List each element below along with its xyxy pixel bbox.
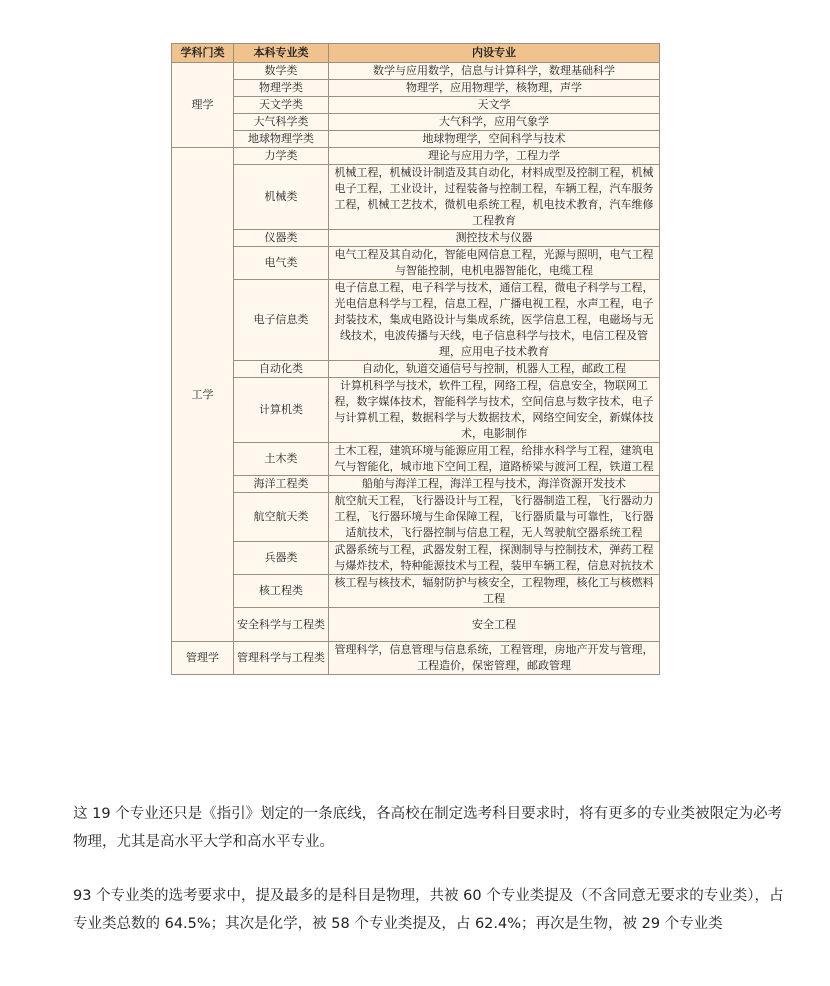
majors-cell: 武器系统与工程，武器发射工程，探测制导与控制技术，弹药工程与爆炸技术，特种能源技术与工程，装甲车辆工程，信息对抗技术 (329, 542, 660, 575)
table-row (172, 114, 660, 131)
table-row (172, 280, 660, 361)
subclass-cell: 土木类 (234, 443, 329, 476)
table-row (172, 542, 660, 575)
majors-cell: 电子信息工程，电子科学与技术，通信工程，微电子科学与工程，光电信息科学与工程，信息工程，广播电视工程，水声工程，电子封装技术，集成电路设计与集成系统，医学信息工程，电磁场与无线技术，电波传播与天线，电子信息科学与技术，电信工程及管理，应用电子技术教育 (329, 280, 660, 361)
table-row (172, 97, 660, 114)
subclass-cell: 核工程类 (234, 575, 329, 608)
subclass-cell: 自动化类 (234, 361, 329, 378)
table-row (172, 378, 660, 443)
table-row (172, 361, 660, 378)
header-subclass: 本科专业类 (234, 44, 329, 63)
table-header-row (172, 44, 660, 63)
subclass-cell: 天文学类 (234, 97, 329, 114)
subclass-cell: 兵器类 (234, 542, 329, 575)
subclass-cell: 仪器类 (234, 230, 329, 247)
header-category: 学科门类 (172, 44, 234, 63)
category-cell-management: 管理学 (172, 642, 234, 675)
table-row (172, 131, 660, 148)
majors-cell: 机械工程，机械设计制造及其自动化，材料成型及控制工程，机械电子工程，工业设计，过程装备与控制工程，车辆工程，汽车服务工程，机械工艺技术，微机电系统工程，机电技术教育，汽车维修工程教育 (329, 165, 660, 230)
majors-cell: 数学与应用数学，信息与计算科学，数理基础科学 (329, 63, 660, 80)
majors-cell: 测控技术与仪器 (329, 230, 660, 247)
subclass-cell: 电子信息类 (234, 280, 329, 361)
table-row (172, 443, 660, 476)
subclass-cell: 物理学类 (234, 80, 329, 97)
subclass-cell: 安全科学与工程类 (234, 608, 329, 642)
table-row (172, 247, 660, 280)
category-cell-science: 理学 (172, 63, 234, 148)
subclass-cell: 电气类 (234, 247, 329, 280)
subclass-cell: 机械类 (234, 165, 329, 230)
table-row (172, 148, 660, 165)
majors-cell: 船舶与海洋工程，海洋工程与技术，海洋资源开发技术 (329, 476, 660, 493)
subclass-cell: 数学类 (234, 63, 329, 80)
subclass-cell: 航空航天类 (234, 493, 329, 542)
category-cell-engineering: 工学 (172, 148, 234, 642)
table-row (172, 493, 660, 542)
majors-cell: 地球物理学，空间科学与技术 (329, 131, 660, 148)
table-row (172, 608, 660, 642)
subclass-cell: 海洋工程类 (234, 476, 329, 493)
majors-cell: 安全工程 (329, 608, 660, 642)
table-row (172, 642, 660, 675)
majors-cell: 土木工程，建筑环境与能源应用工程，给排水科学与工程，建筑电气与智能化，城市地下空间工程，道路桥梁与渡河工程，铁道工程 (329, 443, 660, 476)
subclass-cell: 力学类 (234, 148, 329, 165)
table-row (172, 165, 660, 230)
subclass-cell: 管理科学与工程类 (234, 642, 329, 675)
subject-requirements-table (171, 43, 660, 675)
body-paragraph-2: 93 个专业类的选考要求中，提及最多的是科目是物理，共被 60 个专业类提及（不含同意无要求的专业类），占专业类总数的 64.5%；其次是化学，被 58 个专业类提及，占 62.4%；再次是生物，被 29 个专业类 (73, 888, 784, 932)
majors-cell: 物理学，应用物理学，核物理，声学 (329, 80, 660, 97)
majors-cell: 航空航天工程，飞行器设计与工程，飞行器制造工程，飞行器动力工程，飞行器环境与生命保障工程，飞行器质量与可靠性，飞行器适航技术，飞行器控制与信息工程，无人驾驶航空器系统工程 (329, 493, 660, 542)
majors-cell: 自动化，轨道交通信号与控制，机器人工程，邮政工程 (329, 361, 660, 378)
subclass-cell: 地球物理学类 (234, 131, 329, 148)
subclass-cell: 大气科学类 (234, 114, 329, 131)
majors-cell: 大气科学，应用气象学 (329, 114, 660, 131)
majors-cell: 计算机科学与技术，软件工程，网络工程，信息安全，物联网工程，数字媒体技术，智能科学与技术，空间信息与数字技术，电子与计算机工程，数据科学与大数据技术，网络空间安全，新媒体技术，电影制作 (329, 378, 660, 443)
majors-cell: 核工程与核技术，辐射防护与核安全，工程物理，核化工与核燃料工程 (329, 575, 660, 608)
majors-cell: 电气工程及其自动化，智能电网信息工程，光源与照明，电气工程与智能控制，电机电器智能化，电缆工程 (329, 247, 660, 280)
body-paragraph-1: 这 19 个专业还只是《指引》划定的一条底线，各高校在制定选考科目要求时，将有更多的专业类被限定为必考物理，尤其是高水平大学和高水平专业。 (73, 806, 783, 850)
majors-cell: 理论与应用力学，工程力学 (329, 148, 660, 165)
table-row (172, 575, 660, 608)
table-row (172, 63, 660, 80)
majors-cell: 天文学 (329, 97, 660, 114)
table-row (172, 476, 660, 493)
table-row (172, 80, 660, 97)
table-row (172, 230, 660, 247)
subclass-cell: 计算机类 (234, 378, 329, 443)
header-majors: 内设专业 (329, 44, 660, 63)
subject-table-wrapper (171, 43, 659, 675)
majors-cell: 管理科学，信息管理与信息系统，工程管理，房地产开发与管理，工程造价，保密管理，邮政管理 (329, 642, 660, 675)
